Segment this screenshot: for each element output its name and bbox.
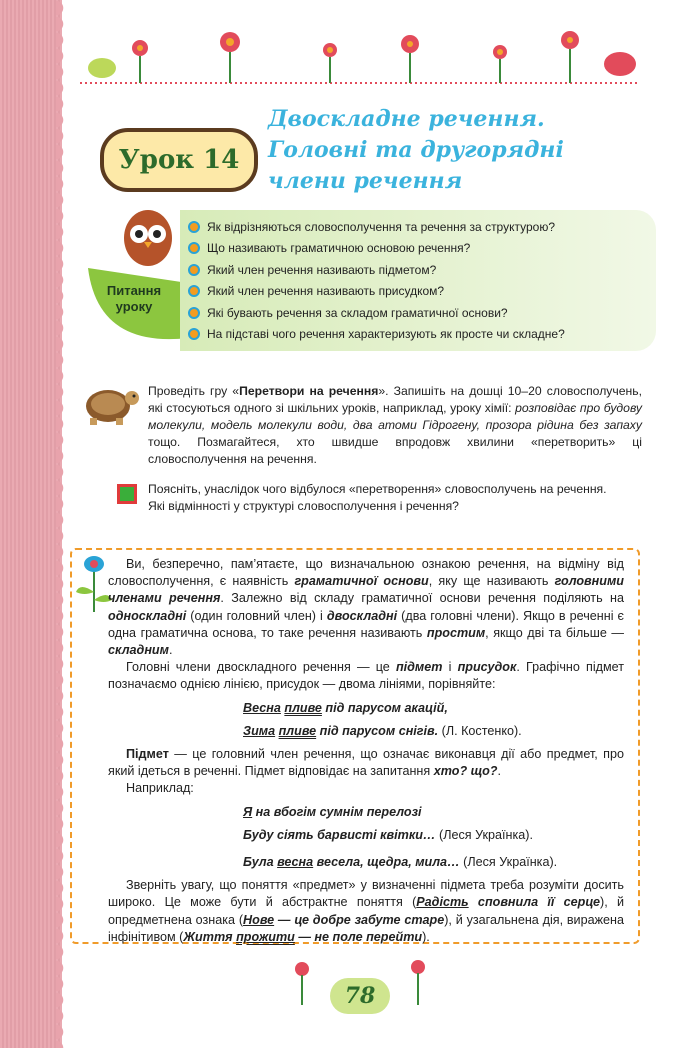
- task-square-icon: [117, 484, 137, 504]
- bullet-icon: [188, 221, 200, 233]
- example-line: Зима пливе під парусом снігів. (Л. Костенко).: [243, 723, 522, 738]
- page-title: [268, 104, 648, 197]
- activity-examples: розповідає про будову молекули, модель молекули води, два атоми Гідрогену, прозора рідина без запаху: [148, 401, 642, 432]
- example-line: Весна пливе під парусом акацій,: [243, 700, 448, 715]
- owl-icon: [88, 208, 188, 348]
- paragraph: Головні члени двоскладного речення — це підмет і присудок. Графічно підмет позначаємо однією лінією, присудок — двома лініями, порівняйте:: [108, 660, 624, 692]
- example-line: Була весна весела, щедра, мила… (Леся Українка).: [243, 855, 558, 870]
- top-flower-border: [80, 28, 640, 98]
- list-item: Який член речення називають підметом?: [188, 259, 648, 281]
- title-line: Головні та другорядні: [268, 137, 564, 163]
- example-line: Буду сіять барвисті квітки… (Леся Українка).: [243, 827, 533, 842]
- example-line: Я на вбогім сумнім перелозі: [243, 804, 422, 819]
- bullet-icon: [188, 285, 200, 297]
- lesson-questions-list: [180, 210, 656, 351]
- paragraph: Підмет — це головний член речення, що означає виконавця дії або предмет, про який ідеться в реченні. Підмет відповідає на запитання хто? що?.: [108, 747, 624, 779]
- bullet-icon: [188, 264, 200, 276]
- paragraph: Зверніть увагу, що поняття «предмет» у визначенні підмета треба розуміти досить широко. Це може бути й абстрактне поняття (Радість сповнила її серце), й опредметнена ознака (Нове — це добре забуте старе), й узагальнена дія, виражена інфінітивом (Життя прожити — не поле перейти).: [108, 878, 625, 944]
- theory-text: [108, 556, 624, 946]
- bullet-icon: [188, 328, 200, 340]
- list-item: Як відрізняються словосполучення та речення за структурою?: [188, 216, 648, 238]
- list-item: Які бувають речення за складом граматичної основи?: [188, 302, 648, 324]
- list-item: На підставі чого речення характеризують як просте чи складне?: [188, 324, 648, 346]
- bullet-icon: [188, 242, 200, 254]
- bullet-icon: [188, 307, 200, 319]
- task-text: Поясніть, унаслідок чого відбулося «перетворення» словосполучень на речення. Які відмінності у структурі словосполучення і речення?: [148, 482, 607, 513]
- title-line: члени речення: [268, 168, 463, 194]
- questions-label: Питання уроку: [106, 283, 162, 314]
- decorative-side-strip: [0, 0, 62, 1048]
- turtle-icon: [78, 378, 140, 428]
- lesson-badge: Урок 14: [100, 128, 258, 192]
- title-line: Двоскладне речення.: [268, 106, 545, 132]
- paragraph: Ви, безперечно, пам’ятаєте, що визначальною ознакою речення, на відміну від словосполучення, є наявність граматичної основи, яку ще називають головними членами речення. Залежно від складу граматичної основи речення поділяють на односкладні (один головний член) і двоскладні (два головні члени). Якщо в реченні є одна граматична основа, то таке речення називають простим, якщо дві та більше — складним.: [108, 557, 624, 658]
- game-name: Перетвори на речення: [239, 384, 379, 398]
- page-number: 78: [330, 978, 390, 1014]
- activity-text: Проведіть гру «Перетвори на речення». Запишіть на дошці 10–20 словосполучень, які стосуються одного зі шкільних уроків, наприклад, уроку хімії: розповідає про будову молекули, модель молекули води, два атоми Гідрогену, прозора рідина без запаху тощо. Позмагайтеся, хто швидше впродовж хвилини «перетворить» ці словосполучення на речення.: [148, 384, 642, 466]
- paragraph: Наприклад:: [126, 781, 194, 796]
- list-item: Який член речення називають присудком?: [188, 281, 648, 303]
- list-item: Що називають граматичною основою речення?: [188, 238, 648, 260]
